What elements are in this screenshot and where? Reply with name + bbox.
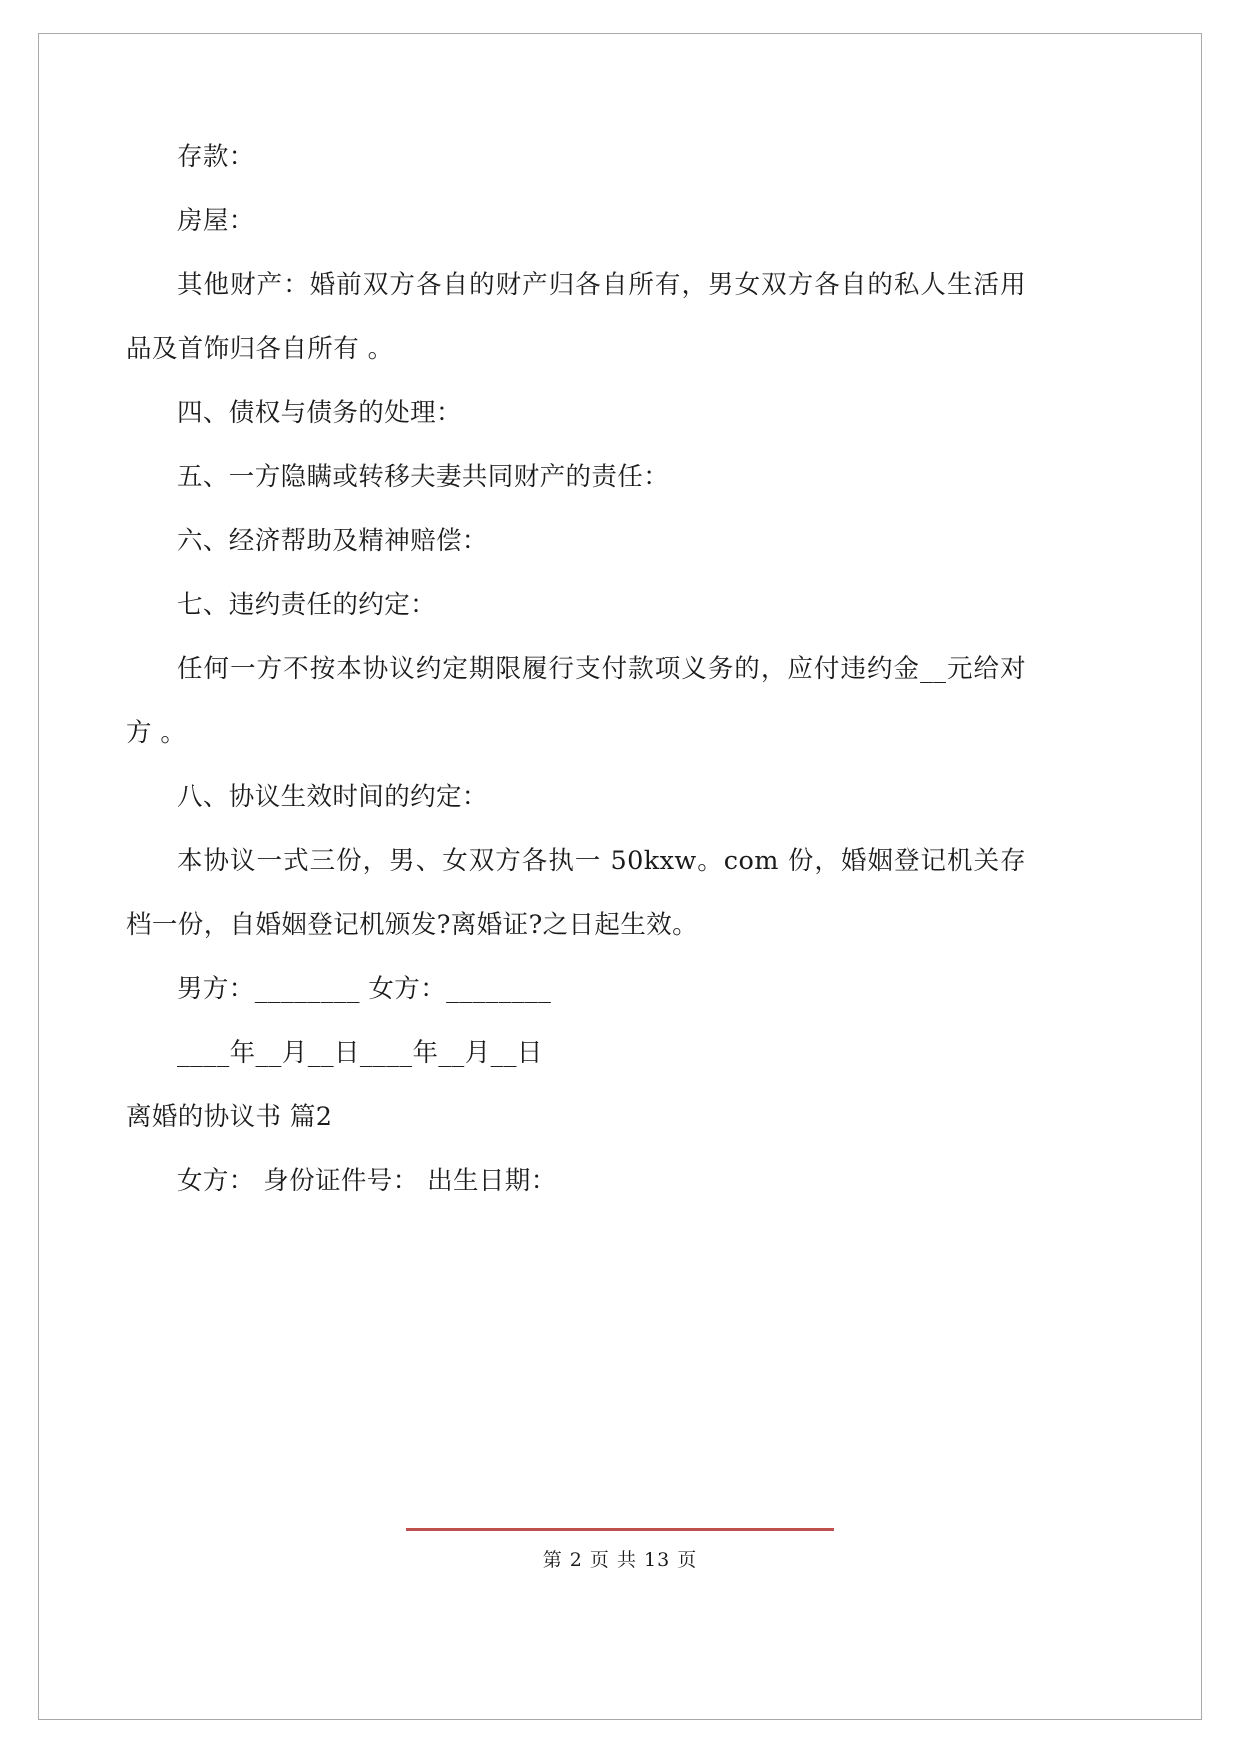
paragraph: 女方： 身份证件号： 出生日期： — [177, 1166, 557, 1196]
paragraph: 四、债权与债务的处理： — [177, 398, 462, 428]
paragraph: ____年__月__日____年__月__日 — [177, 1038, 543, 1068]
paragraph: 六、经济帮助及精神赔偿： — [177, 526, 488, 556]
paragraph: 七、违约责任的约定： — [177, 590, 437, 620]
section-heading: 离婚的协议书 篇2 — [126, 1102, 333, 1132]
paragraph: 八、协议生效时间的约定： — [177, 782, 488, 812]
paragraph: 男方：________ 女方：________ — [177, 974, 552, 1004]
footer-divider — [406, 1528, 834, 1531]
paragraph: 房屋： — [177, 206, 255, 236]
paragraph: 五、一方隐瞒或转移夫妻共同财产的责任： — [177, 462, 670, 492]
page-number: 第 2 页 共 13 页 — [542, 1549, 698, 1571]
document-body — [126, 125, 1026, 1213]
paragraph: 存款： — [177, 142, 255, 172]
paragraph: 其他财产：婚前双方各自的财产归各自所有，男女双方各自的私人生活用品及首饰归各自所有 。 — [126, 270, 1026, 364]
paragraph: 任何一方不按本协议约定期限履行支付款项义务的，应付违约金__元给对方 。 — [126, 654, 1026, 748]
page-footer — [0, 1541, 1240, 1572]
paragraph: 本协议一式三份，男、女双方各执一 50kxw。com 份，婚姻登记机关存档一份，自婚姻登记机颁发?离婚证?之日起生效。 — [126, 846, 1026, 940]
